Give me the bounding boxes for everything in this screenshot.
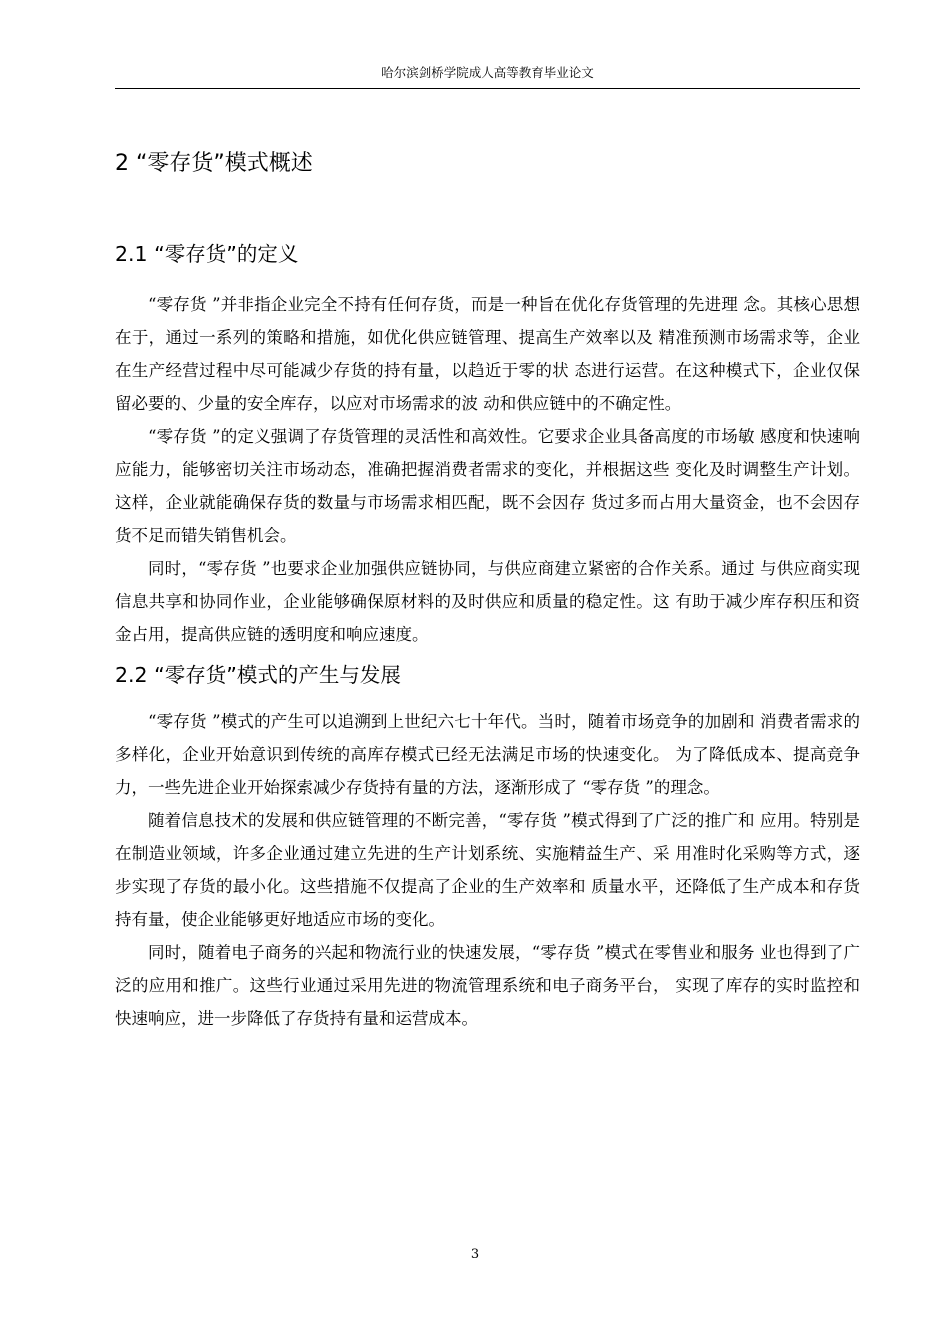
page-header (115, 62, 860, 89)
paragraph: 同时，随着电子商务的兴起和物流行业的快速发展，“零存货 ”模式在零售业和服务 业也得到了广泛的应用和推广。这些行业通过采用先进的物流管理系统和电子商务平台， 实现了库存的实时监控和快速响应，进一步降低了存货持有量和运营成本。 (115, 943, 860, 1028)
chapter-title: 2 “零存货”模式概述 (115, 151, 313, 176)
paragraph: “零存货 ”并非指企业完全不持有任何存货，而是一种旨在优化存货管理的先进理 念。其核心思想在于，通过一系列的策略和措施，如优化供应链管理、提高生产效率以及 精准预测市场需求等，企业在生产经营过程中尽可能减少存货的持有量，以趋近于零的状 态进行运营。在这种模式下，企业仅保留必要的、少量的安全库存，以应对市场需求的波 动和供应链中的不确定性。 (115, 295, 860, 413)
paragraph: 同时，“零存货 ”也要求企业加强供应链协同，与供应商建立紧密的合作关系。通过 与供应商实现信息共享和协同作业，企业能够确保原材料的及时供应和质量的稳定性。这 有助于减少库存积压和资金占用，提高供应链的透明度和响应速度。 (115, 559, 860, 644)
header-title: 哈尔滨剑桥学院成人高等教育毕业论文 (381, 65, 594, 80)
paragraph: “零存货 ”的定义强调了存货管理的灵活性和高效性。它要求企业具备高度的市场敏 感度和快速响应能力，能够密切关注市场动态，准确把握消费者需求的变化，并根据这些 变化及时调整生产计划。这样，企业就能确保存货的数量与市场需求相匹配，既不会因存 货过多而占用大量资金，也不会因存货不足而错失销售机会。 (115, 427, 860, 545)
section-title-2-2: 2.2 “零存货”模式的产生与发展 (115, 663, 401, 687)
document-body (115, 140, 860, 1035)
paragraph: 随着信息技术的发展和供应链管理的不断完善，“零存货 ”模式得到了广泛的推广和 应用。特别是在制造业领域，许多企业通过建立先进的生产计划系统、实施精益生产、采 用准时化采购等方式，逐步实现了存货的最小化。这些措施不仅提高了企业的生产效率和 质量水平，还降低了生产成本和存货持有量，使企业能够更好地适应市场的变化。 (115, 811, 860, 929)
paragraph: “零存货 ”模式的产生可以追溯到上世纪六七十年代。当时，随着市场竞争的加剧和 消费者需求的多样化，企业开始意识到传统的高库存模式已经无法满足市场的快速变化。 为了降低成本、提高竞争力，一些先进企业开始探索减少存货持有量的方法，逐渐形成了 “零存货 ”的理念。 (115, 712, 860, 797)
section-title-2-1: 2.1 “零存货”的定义 (115, 242, 299, 266)
page-number: 3 (470, 1247, 480, 1262)
